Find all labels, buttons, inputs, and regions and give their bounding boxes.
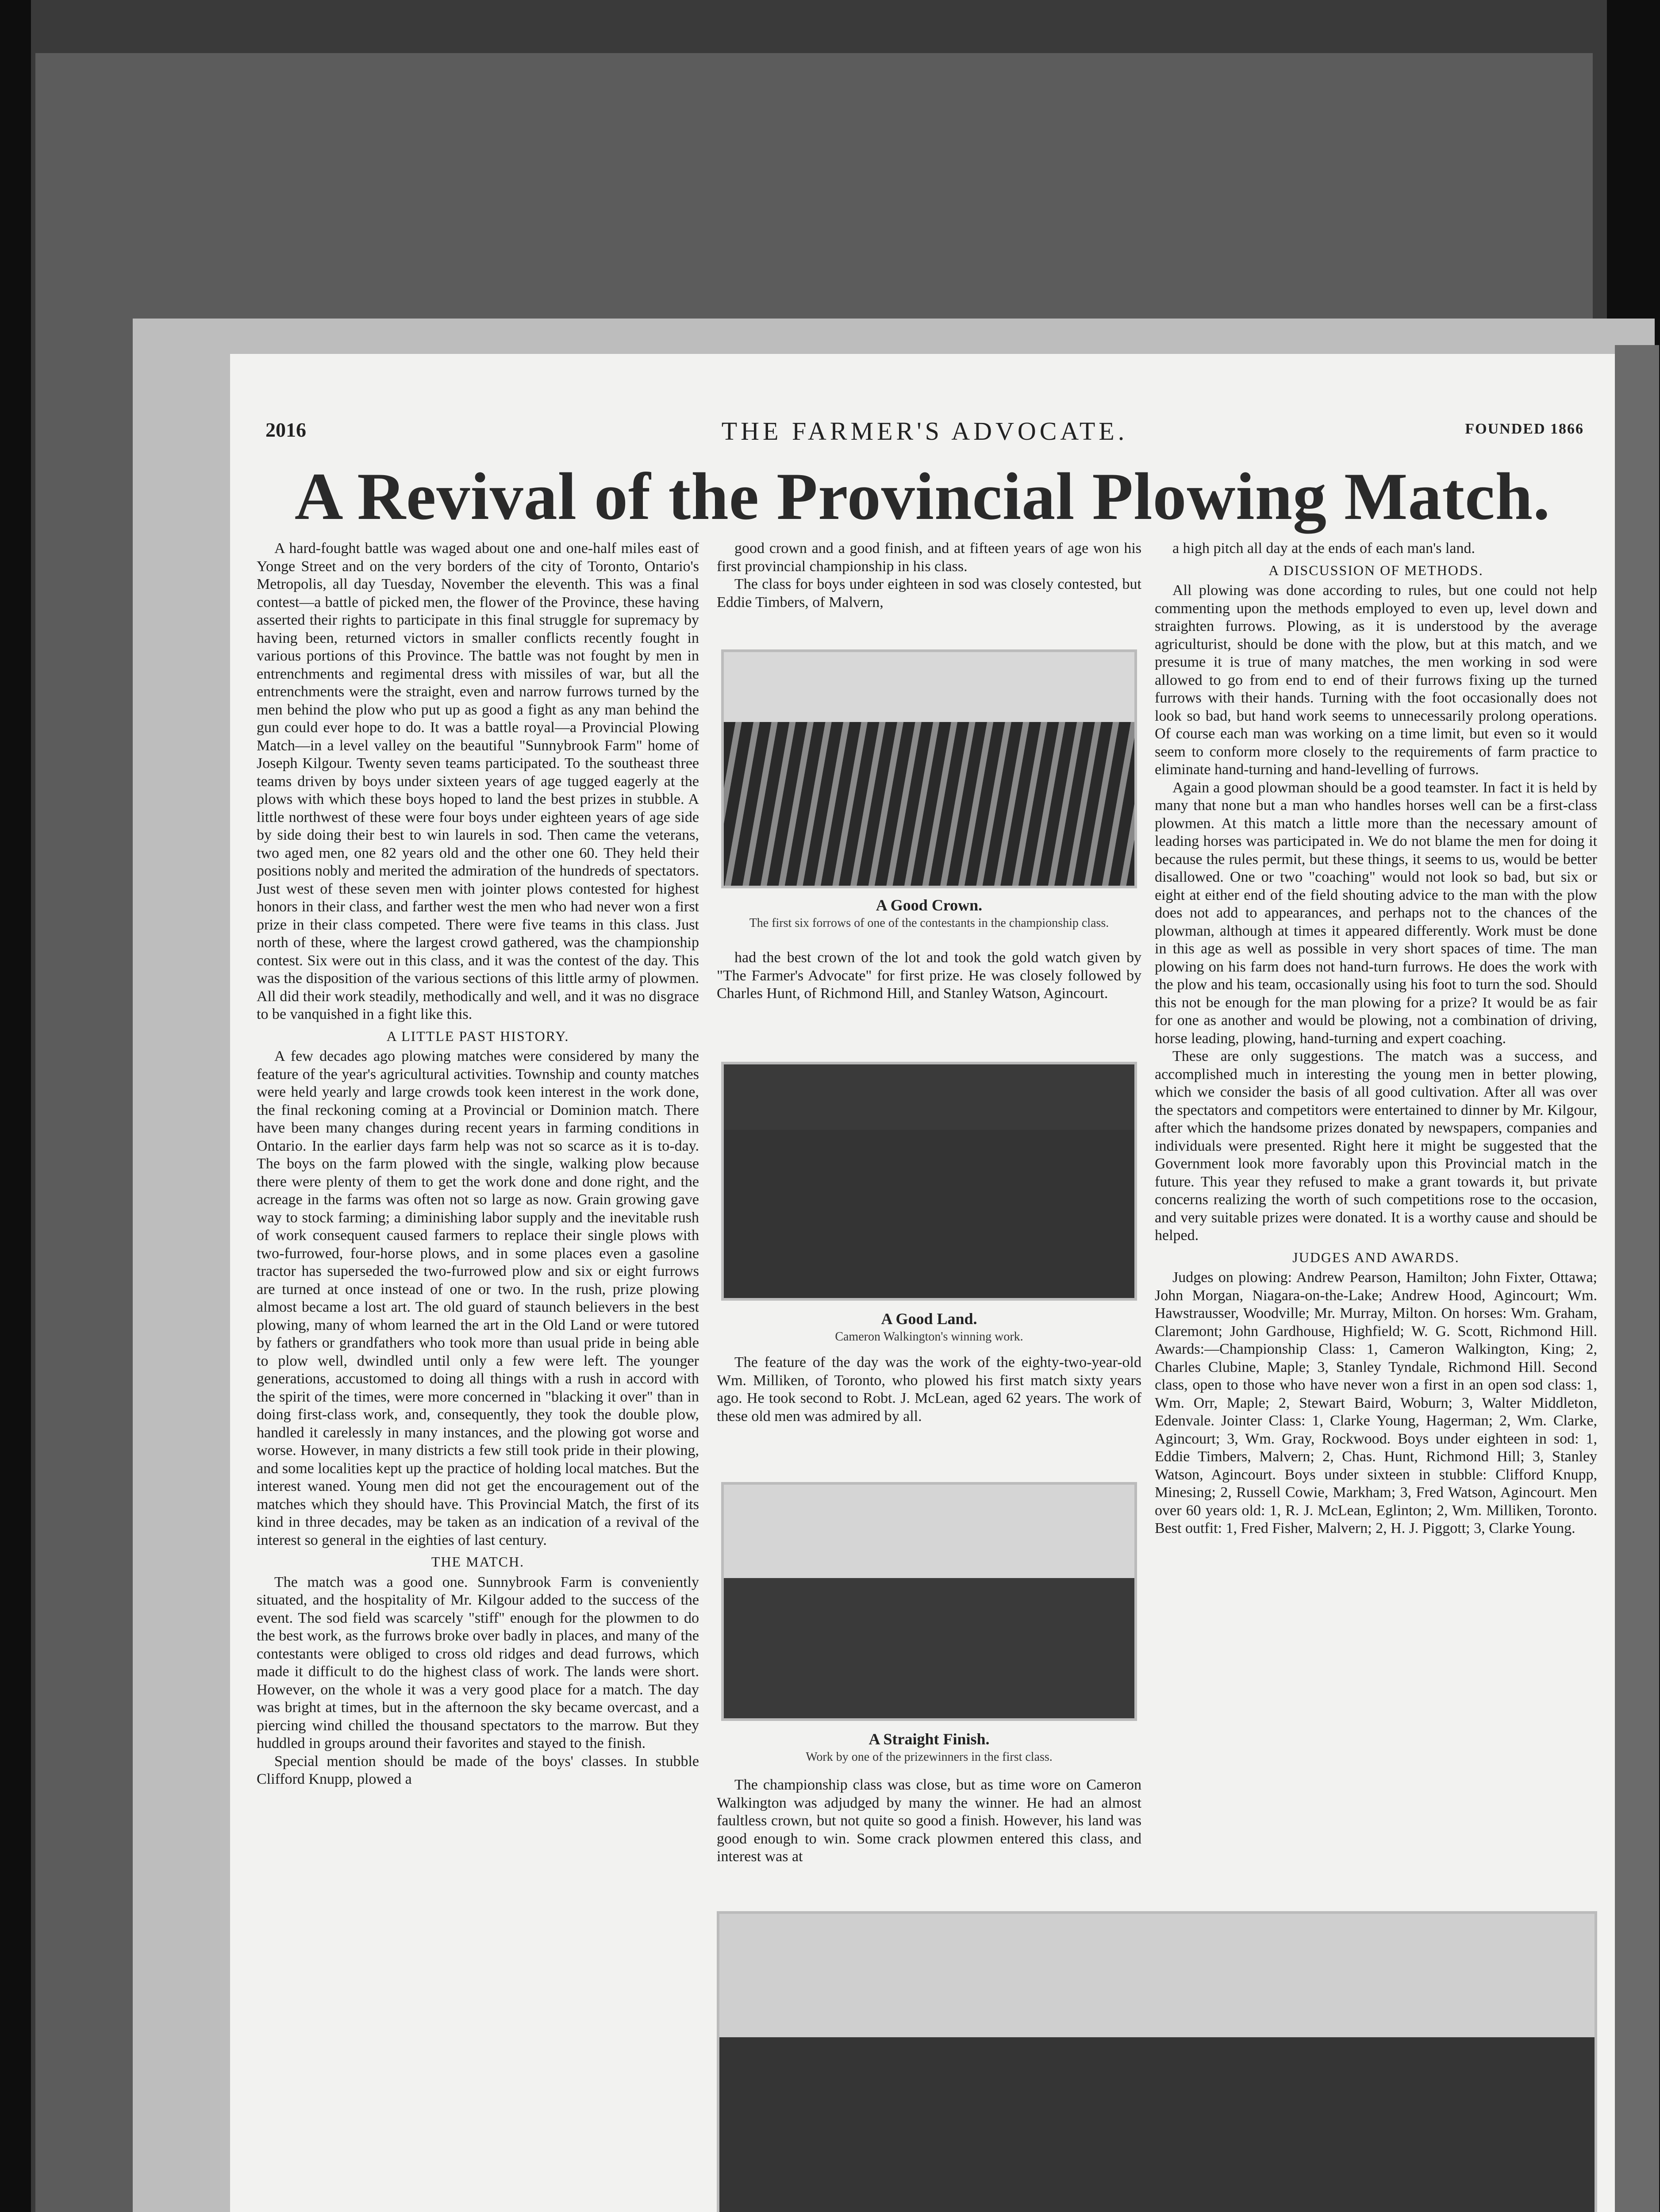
- photo-eddie-timbers-outfit: [717, 1911, 1597, 2212]
- photo-straight-finish: [721, 1482, 1137, 1721]
- photo-title: A Good Land.: [881, 1310, 977, 1328]
- photo-caption: The first six forrows of one of the contestants in the championship class.: [749, 916, 1109, 930]
- article-paragraph: a high pitch all day at the ends of each man's land.: [1172, 540, 1476, 557]
- film-edge-left: [0, 0, 31, 2212]
- article-column-2-continued: [717, 1354, 1141, 1425]
- article-column-2-continued: [717, 949, 1141, 1003]
- photo-good-crown: [721, 649, 1137, 888]
- book-spine: [1615, 345, 1659, 2212]
- article-column-1: [257, 540, 699, 1789]
- page-header: [265, 418, 1584, 449]
- article-paragraph: The feature of the day was the work of the eighty-two-year-old Wm. Milliken, of Toronto, who plowed his first match sixty years ago. He took second to Robt. J. McLean, aged 62 years. The work of these old men was admired by all.: [717, 1354, 1141, 1425]
- page-number: 2016: [265, 419, 306, 441]
- photo-title: A Good Crown.: [876, 896, 983, 914]
- section-heading: THE MATCH.: [431, 1554, 525, 1570]
- article-paragraph: The championship class was close, but as time wore on Cameron Walkington was adjudged by many the winner. He had an almost faultless crown, but not quite so good a finish. However, his land was good enough to win. Some crack plowmen entered this class, and interest was at: [717, 1777, 1141, 1865]
- photo-good-land: [721, 1062, 1137, 1301]
- article-paragraph: Special mention should be made of the boys' classes. In stubble Clifford Knupp, plowed a: [257, 1753, 699, 1787]
- article-column-2-continued: [717, 1776, 1141, 1866]
- article-paragraph: good crown and a good finish, and at fifteen years of age won his first provincial championship in his class.: [717, 540, 1141, 575]
- article-paragraph: Again a good plowman should be a good teamster. In fact it is held by many that none but a man who handles horses well can be a first-class plowmen. At this match a little more than the necessary amount of leading horses was participated in. We do not blame the men for doing it because the rules permit, but these things, it seems to us, would be better disallowed. One or two "coaching" would not look so bad, but six or eight at either end of the field shouting advice to the man with the plow does not add to appearances, and perhaps not to the chances of the plowman, although at times it appeared differently. Work must be done in this age as well as possible in very short spaces of time. The man plowing on his farm does not hand-turn furrows. He does the work with the plow and his team, occasionally using his foot to turn the sod. Should this not be enough for the man plowing for a prize? It would be as fair for one as another and would be plowing, not a combination of driving, horse leading, plowing, hand-turning and expert coaching.: [1155, 779, 1597, 1047]
- article-column-3: [1155, 540, 1597, 1538]
- article-paragraph: All plowing was done according to rules, but one could not help commenting upon the methods employed to even up, level down and straighten furrows. Plowing, as it is understood by the average agriculturist, should be done with the plow, but at this match, and we presume it is true of many matches, the men working in sod were allowed to go from end to end of their furrows fixing up the turned furrows with their hands. Turning with the foot occasionally does not look so bad, but hand work seems to unnecessarily prolong operations. Of course each man was working on a time limit, but even so it would seem to conform more closely to the requirements of farm practice to eliminate hand-turning and hand-levelling of furrows.: [1155, 582, 1597, 778]
- section-heading: A LITTLE PAST HISTORY.: [386, 1028, 569, 1044]
- newspaper-page: [230, 354, 1615, 2212]
- section-heading: JUDGES AND AWARDS.: [1292, 1249, 1460, 1265]
- section-heading: A DISCUSSION OF METHODS.: [1268, 562, 1483, 578]
- founded-label: FOUNDED 1866: [1465, 421, 1584, 437]
- photo-caption: Cameron Walkington's winning work.: [835, 1330, 1023, 1344]
- photo-caption: Work by one of the prizewinners in the first class.: [806, 1750, 1053, 1764]
- article-paragraph: These are only suggestions. The match was a success, and accomplished much in interesting the young men in better plowing, which we consider the basis of all good cultivation. After all was over the spectators and competitors were entertained to dinner by Mr. Kilgour, after which the handsome prizes donated by newspapers, companies and individuals were presented. Right here it might be suggested that the Government look more favorably upon this Provincial match in the future. This year they refused to make a grant towards it, but private concerns realizing the worth of such competitions rose to the occasion, and very suitable prizes were donated. It is a worthy cause and should be helped.: [1155, 1048, 1597, 1244]
- article-paragraph: The class for boys under eighteen in sod was closely contested, but Eddie Timbers, of Malvern,: [717, 576, 1141, 611]
- article-paragraph: A few decades ago plowing matches were considered by many the feature of the year's agricultural activities. Township and county matches were held yearly and large crowds took keen interest in the work done, the final reckoning coming at a Provincial or Dominion match. There have been many changes during recent years in farming conditions in Ontario. In the earlier days farm help was not so scarce as it is to-day. The boys on the farm plowed with the single, walking plow because there were plenty of them to get the work done and done right, and the acreage in the farms was often not so large as now. Grain growing gave way to stock farming; a diminishing labor supply and the inevitable rush of work consequent caused farmers to replace their single plows with two-furrowed, four-horse plows, and in some places even a gasoline tractor has superseded the two-furrowed plow and six or eight furrows are turned at once instead of one or two. In the rush, prize plowing almost became a lost art. The old guard of staunch believers in the best plowing, many of whom learned the art in the Old Land or were tutored by fathers or grandfathers who took more than usual pride in being able to plow well, dwindled until only a few were left. The younger generations, accustomed to doing all things with a rush in accord with the spirit of the times, were more concerned in "blacking it over" than in doing first-class work, and, consequently, they took the double plow, handled it carelessly in many instances, and the plowing got worse and worse. However, in many districts a few still took pride in their plowing, and some localities kept up the practice of holding local matches. But the interest waned. Young men did not get the encouragement out of the matches which they should have. This Provincial Match, the first of its kind in three decades, may be taken as an indication of a revival of the interest so general in the eighties of last century.: [257, 1048, 699, 1548]
- photo-title: A Straight Finish.: [868, 1730, 990, 1748]
- article-paragraph: A hard-fought battle was waged about one and one-half miles east of Yonge Street and on the very borders of the city of Toronto, Ontario's Metropolis, all day Tuesday, November the eleventh. This was a final contest—a battle of picked men, the flower of the Province, these having asserted their rights to participate in this final struggle for supremacy by having been, returned victors in smaller conflicts recently fought in various portions of this Province. The battle was not fought by men in entrenchments and regimental dress with missiles of war, but all the entrenchments were the straight, even and narrow furrows turned by the men behind the plow who put up as good a fight as any man behind the gun could ever hope to do. It was a battle royal—a Provincial Plowing Match—in a level valley on the beautiful "Sunnybrook Farm" home of Joseph Kilgour. Twenty seven teams participated. To the southeast three teams driven by boys under sixteen years of age tugged eagerly at the plows with which these boys hoped to land the best prizes in stubble. A little northwest of these were four boys under eighteen years of age side by side doing their best to win laurels in sod. Then came the veterans, two aged men, one 82 years old and the other one 60. They held their positions nobly and merited the admiration of the hundreds of spectators. Just west of these seven men with jointer plows contested for highest honors in their class, and farther west the men who had never won a first prize in their class competed. There were five teams in this class. Just north of these, where the largest crowd gathered, was the championship contest. Six were out in this class, and it was the contest of the day. This was the disposition of the various sections of this little army of plowmen. All did their work steadily, methodically and well, and it was no disgrace to be vanquished in a fight like this.: [257, 540, 699, 1022]
- article-paragraph: Judges on plowing: Andrew Pearson, Hamilton; John Fixter, Ottawa; John Morgan, Niagara-on-the-Lake; Andrew Hood, Agincourt; Wm. Hawstrausser, Woodville; Mr. Murray, Milton. On horses: Wm. Graham, Claremont; John Gardhouse, Highfield; W. G. Scott, Richmond Hill. Awards:—Championship Class: 1, Cameron Walkington, King; 2, Charles Clubine, Maple; 3, Stanley Tyndale, Richmond Hill. Second class, open to those who have never won a first in an open sod class: 1, Wm. Orr, Maple; 2, Stewart Baird, Woburn; 3, Walter Middleton, Edenvale. Jointer Class: 1, Clarke Young, Hagerman; 2, Wm. Clarke, Agincourt; 3, Wm. Gray, Rockwood. Boys under eighteen in sod: 1, Eddie Timbers, Malvern; 2, Chas. Hunt, Richmond Hill; 3, Stanley Watson, Agincourt. Boys under sixteen in stubble: Clifford Knupp, Minesing; 2, Russell Cowie, Markham; 3, Fred Watson, Agincourt. Men over 60 years old: 1, R. J. McLean, Eglinton; 2, Wm. Milliken, Toronto. Best outfit: 1, Fred Fisher, Malvern; 2, H. J. Piggott; 3, Clarke Young.: [1155, 1269, 1597, 1536]
- article-paragraph: The match was a good one. Sunnybrook Farm is conveniently situated, and the hospitality of Mr. Kilgour added to the success of the event. The sod field was scarcely "stiff" enough for the plowmen to do the best work, as the furrows broke over badly in places, and many of the contestants were obliged to cross old ridges and dead furrows, which made it difficult to do the highest class of work. The lands were short. However, on the whole it was a very good place for a match. The day was bright at times, but in the afternoon the sky became overcast, and a piercing wind chilled the thousand spectators to the marrow. But they huddled in groups around their favorites and stayed to the finish.: [257, 1574, 699, 1751]
- article-paragraph: had the best crown of the lot and took the gold watch given by "The Farmer's Advocate" for first prize. He was closely followed by Charles Hunt, of Richmond Hill, and Stanley Watson, Agincourt.: [717, 949, 1141, 1002]
- page-title: A Revival of the Provincial Plowing Match.: [294, 459, 1551, 534]
- masthead: THE FARMER'S ADVOCATE.: [721, 417, 1128, 445]
